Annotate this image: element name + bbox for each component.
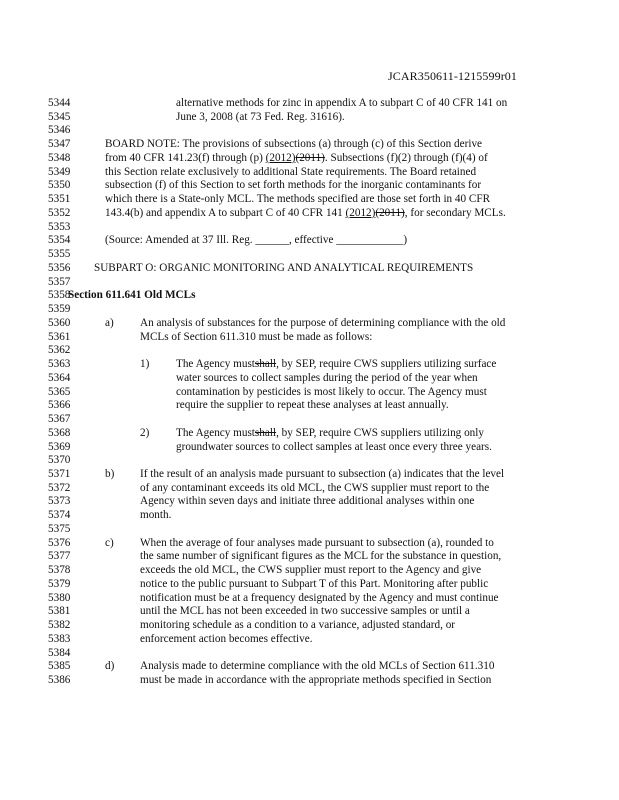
line-number: 5370 [48, 454, 71, 467]
deleted-text: (2011) [295, 151, 325, 164]
document-line [0, 468, 619, 481]
line-text [176, 386, 487, 399]
text-segment: If the result of an analysis made pursuant to subsection (a) indicates that the level [140, 467, 505, 480]
document-line [0, 592, 619, 605]
document-line [0, 193, 619, 206]
line-text [140, 468, 504, 481]
text-segment: c) [105, 536, 114, 549]
text-segment: from 40 CFR 141.23(f) through (p) [105, 151, 266, 164]
line-number: 5346 [48, 124, 71, 137]
line-text [105, 207, 506, 220]
line-text [140, 564, 481, 577]
line-text [140, 427, 149, 440]
line-text [176, 441, 492, 454]
text-segment: The Agency must [176, 358, 255, 371]
line-text [176, 399, 449, 412]
text-segment: The Agency must [176, 426, 255, 439]
text-segment: a) [105, 316, 114, 329]
line-text [140, 482, 489, 495]
line-text [94, 262, 473, 275]
line-text [140, 674, 491, 687]
line-text [140, 509, 171, 522]
document-line [0, 660, 619, 673]
line-text [105, 537, 114, 550]
text-segment: 143.4(b) and appendix A to subpart C of 40 CFR 141 [105, 206, 346, 219]
line-text [176, 358, 496, 371]
line-number: 5369 [48, 440, 71, 453]
line-text [105, 234, 407, 247]
line-number: 5378 [48, 564, 71, 577]
text-segment: contamination by pesticides is most likely to occur. The Agency must [176, 385, 487, 398]
text-segment: must be made in accordance with the appropriate methods specified in Section [140, 674, 492, 687]
document-line [0, 427, 619, 440]
deleted-text: (2011) [375, 206, 405, 219]
line-number: 5382 [48, 619, 71, 632]
text-segment: Agency within seven days and initiate three additional analyses within one [140, 495, 475, 508]
line-text [176, 427, 484, 440]
text-segment: of any contaminant exceeds its old MCL, the CWS supplier must report to the [140, 481, 490, 494]
line-text [105, 138, 482, 151]
line-number: 5357 [48, 275, 71, 288]
line-number: 5360 [48, 316, 71, 329]
text-segment: which there is a State-only MCL. The methods specified are those set forth in 40 CFR [105, 193, 491, 206]
line-number: 5366 [48, 399, 71, 412]
text-segment: alternative methods for zinc in appendix A to subpart C of 40 CFR 141 on [176, 97, 508, 109]
text-segment: month. [140, 509, 172, 522]
text-segment: . Subsections (f)(2) through (f)(4) of [324, 151, 488, 164]
document-line [0, 221, 619, 234]
document-line [0, 152, 619, 165]
document-line [0, 289, 619, 302]
line-text [68, 289, 195, 302]
document-line [0, 619, 619, 632]
line-text [176, 97, 507, 110]
line-number: 5344 [48, 97, 71, 109]
text-segment: require the supplier to repeat these analyses at least annually. [176, 399, 449, 412]
line-number: 5355 [48, 248, 71, 261]
line-number: 5367 [48, 413, 71, 426]
line-text [140, 592, 499, 605]
document-line [0, 647, 619, 660]
document-line [0, 124, 619, 137]
document-line [0, 207, 619, 220]
line-number: 5352 [48, 206, 71, 219]
line-text [140, 605, 470, 618]
line-text [140, 550, 501, 563]
line-text [105, 152, 488, 165]
line-number: 5364 [48, 371, 71, 384]
text-segment: , by SEP, require CWS suppliers utilizing only [276, 426, 484, 439]
document-line [0, 633, 619, 646]
line-number: 5368 [48, 426, 71, 439]
document-line [0, 97, 619, 110]
document-line [0, 386, 619, 399]
text-segment: water sources to collect samples during the period of the year when [176, 371, 478, 384]
line-text [140, 619, 455, 632]
text-segment: 1) [140, 358, 150, 371]
text-segment: Analysis made to determine compliance with the old MCLs of Section 611.310 [140, 660, 495, 673]
line-number: 5361 [48, 330, 71, 343]
line-number: 5377 [48, 550, 71, 563]
line-number: 5383 [48, 632, 71, 645]
line-text [140, 537, 494, 550]
inserted-text: (2012) [345, 206, 376, 219]
document-line [0, 344, 619, 357]
line-number: 5350 [48, 179, 71, 192]
text-segment: When the average of four analyses made pursuant to subsection (a), rounded to [140, 536, 494, 549]
text-segment: , by SEP, require CWS suppliers utilizing surface [276, 358, 497, 371]
text-segment: d) [105, 660, 115, 673]
line-number: 5351 [48, 193, 71, 206]
document-line [0, 537, 619, 550]
document-line [0, 482, 619, 495]
line-number: 5372 [48, 481, 71, 494]
text-segment: BOARD NOTE: The provisions of subsections (a) through (c) of this Section derive [105, 138, 482, 151]
line-number: 5356 [48, 261, 71, 274]
deleted-text: shall [254, 426, 277, 439]
text-segment: the same number of significant figures as the MCL for the substance in question, [140, 550, 502, 563]
line-text [176, 372, 478, 385]
text-segment: this Section relate exclusively to additional State requirements. The Board retained [105, 165, 477, 178]
document-line [0, 358, 619, 371]
text-segment: monitoring schedule as a condition to a variance, adjusted standard, or [140, 619, 456, 632]
text-segment: notice to the public pursuant to Subpart T of this Part. Monitoring after public [140, 577, 489, 590]
document-line [0, 262, 619, 275]
document-line [0, 509, 619, 522]
document-line [0, 303, 619, 316]
text-segment: (Source: Amended at 37 Ill. Reg. ______, effective ____________) [105, 234, 408, 247]
text-segment: An analysis of substances for the purpose of determining compliance with the old [140, 316, 506, 329]
line-text [105, 660, 114, 673]
text-segment: enforcement action becomes effective. [140, 632, 313, 645]
line-number: 5363 [48, 358, 71, 371]
line-number: 5354 [48, 234, 71, 247]
line-number: 5375 [48, 522, 71, 535]
line-number: 5348 [48, 151, 71, 164]
line-number: 5365 [48, 385, 71, 398]
document-line [0, 523, 619, 536]
document-line [0, 234, 619, 247]
line-text [140, 331, 372, 344]
line-number: 5362 [48, 344, 71, 357]
text-segment: , for secondary MCLs. [404, 206, 506, 219]
line-text [140, 660, 494, 673]
line-text [140, 317, 505, 330]
document-line [0, 138, 619, 151]
document-line [0, 454, 619, 467]
text-segment: SUBPART O: ORGANIC MONITORING AND ANALYTICAL REQUIREMENTS [94, 261, 474, 274]
document-id: JCAR350611-1215599r01 [388, 69, 517, 83]
line-number: 5381 [48, 605, 71, 618]
document-line [0, 441, 619, 454]
line-text [105, 193, 490, 206]
line-number: 5384 [48, 646, 71, 659]
line-text [140, 633, 313, 646]
document-line [0, 317, 619, 330]
line-number: 5374 [48, 509, 71, 522]
line-number: 5386 [48, 674, 71, 687]
document-line [0, 276, 619, 289]
line-number: 5385 [48, 660, 71, 673]
line-number: 5358 [48, 289, 71, 302]
line-number: 5349 [48, 165, 71, 178]
line-text [140, 578, 488, 591]
document-line [0, 331, 619, 344]
document-line [0, 372, 619, 385]
line-number: 5379 [48, 577, 71, 590]
text-segment: b) [105, 467, 115, 480]
line-number: 5371 [48, 467, 71, 480]
line-text [140, 495, 474, 508]
document-line [0, 564, 619, 577]
line-number: 5353 [48, 220, 71, 233]
line-text [105, 166, 476, 179]
line-text [140, 358, 149, 371]
line-number: 5376 [48, 536, 71, 549]
text-segment: groundwater sources to collect samples at least once every three years. [176, 440, 492, 453]
document-line [0, 166, 619, 179]
document-line [0, 413, 619, 426]
line-number: 5373 [48, 495, 71, 508]
text-segment: exceeds the old MCL, the CWS supplier must report to the Agency and give [140, 564, 482, 577]
document-line [0, 248, 619, 261]
line-text [105, 317, 114, 330]
line-text [105, 179, 481, 192]
line-number: 5359 [48, 303, 71, 316]
text-segment: until the MCL has not been exceeded in two successive samples or until a [140, 605, 470, 618]
document-line [0, 578, 619, 591]
text-segment: MCLs of Section 611.310 must be made as follows: [140, 330, 373, 343]
line-number: 5345 [48, 110, 71, 123]
document-line [0, 179, 619, 192]
inserted-text: (2012) [265, 151, 296, 164]
text-segment: notification must be at a frequency designated by the Agency and must continue [140, 591, 499, 604]
line-text [105, 468, 114, 481]
document-line [0, 111, 619, 124]
line-number: 5380 [48, 591, 71, 604]
text-segment: June 3, 2008 (at 73 Fed. Reg. 31616). [176, 110, 345, 123]
section-heading: Section 611.641 Old MCLs [68, 289, 196, 302]
document-line [0, 550, 619, 563]
deleted-text: shall [254, 358, 277, 371]
text-segment: 2) [140, 426, 150, 439]
document-line [0, 495, 619, 508]
document-line [0, 399, 619, 412]
line-number: 5347 [48, 138, 71, 151]
line-text [176, 111, 345, 124]
document-line [0, 605, 619, 618]
text-segment: subsection (f) of this Section to set forth methods for the inorganic contaminants for [105, 179, 482, 192]
document-line [0, 674, 619, 687]
